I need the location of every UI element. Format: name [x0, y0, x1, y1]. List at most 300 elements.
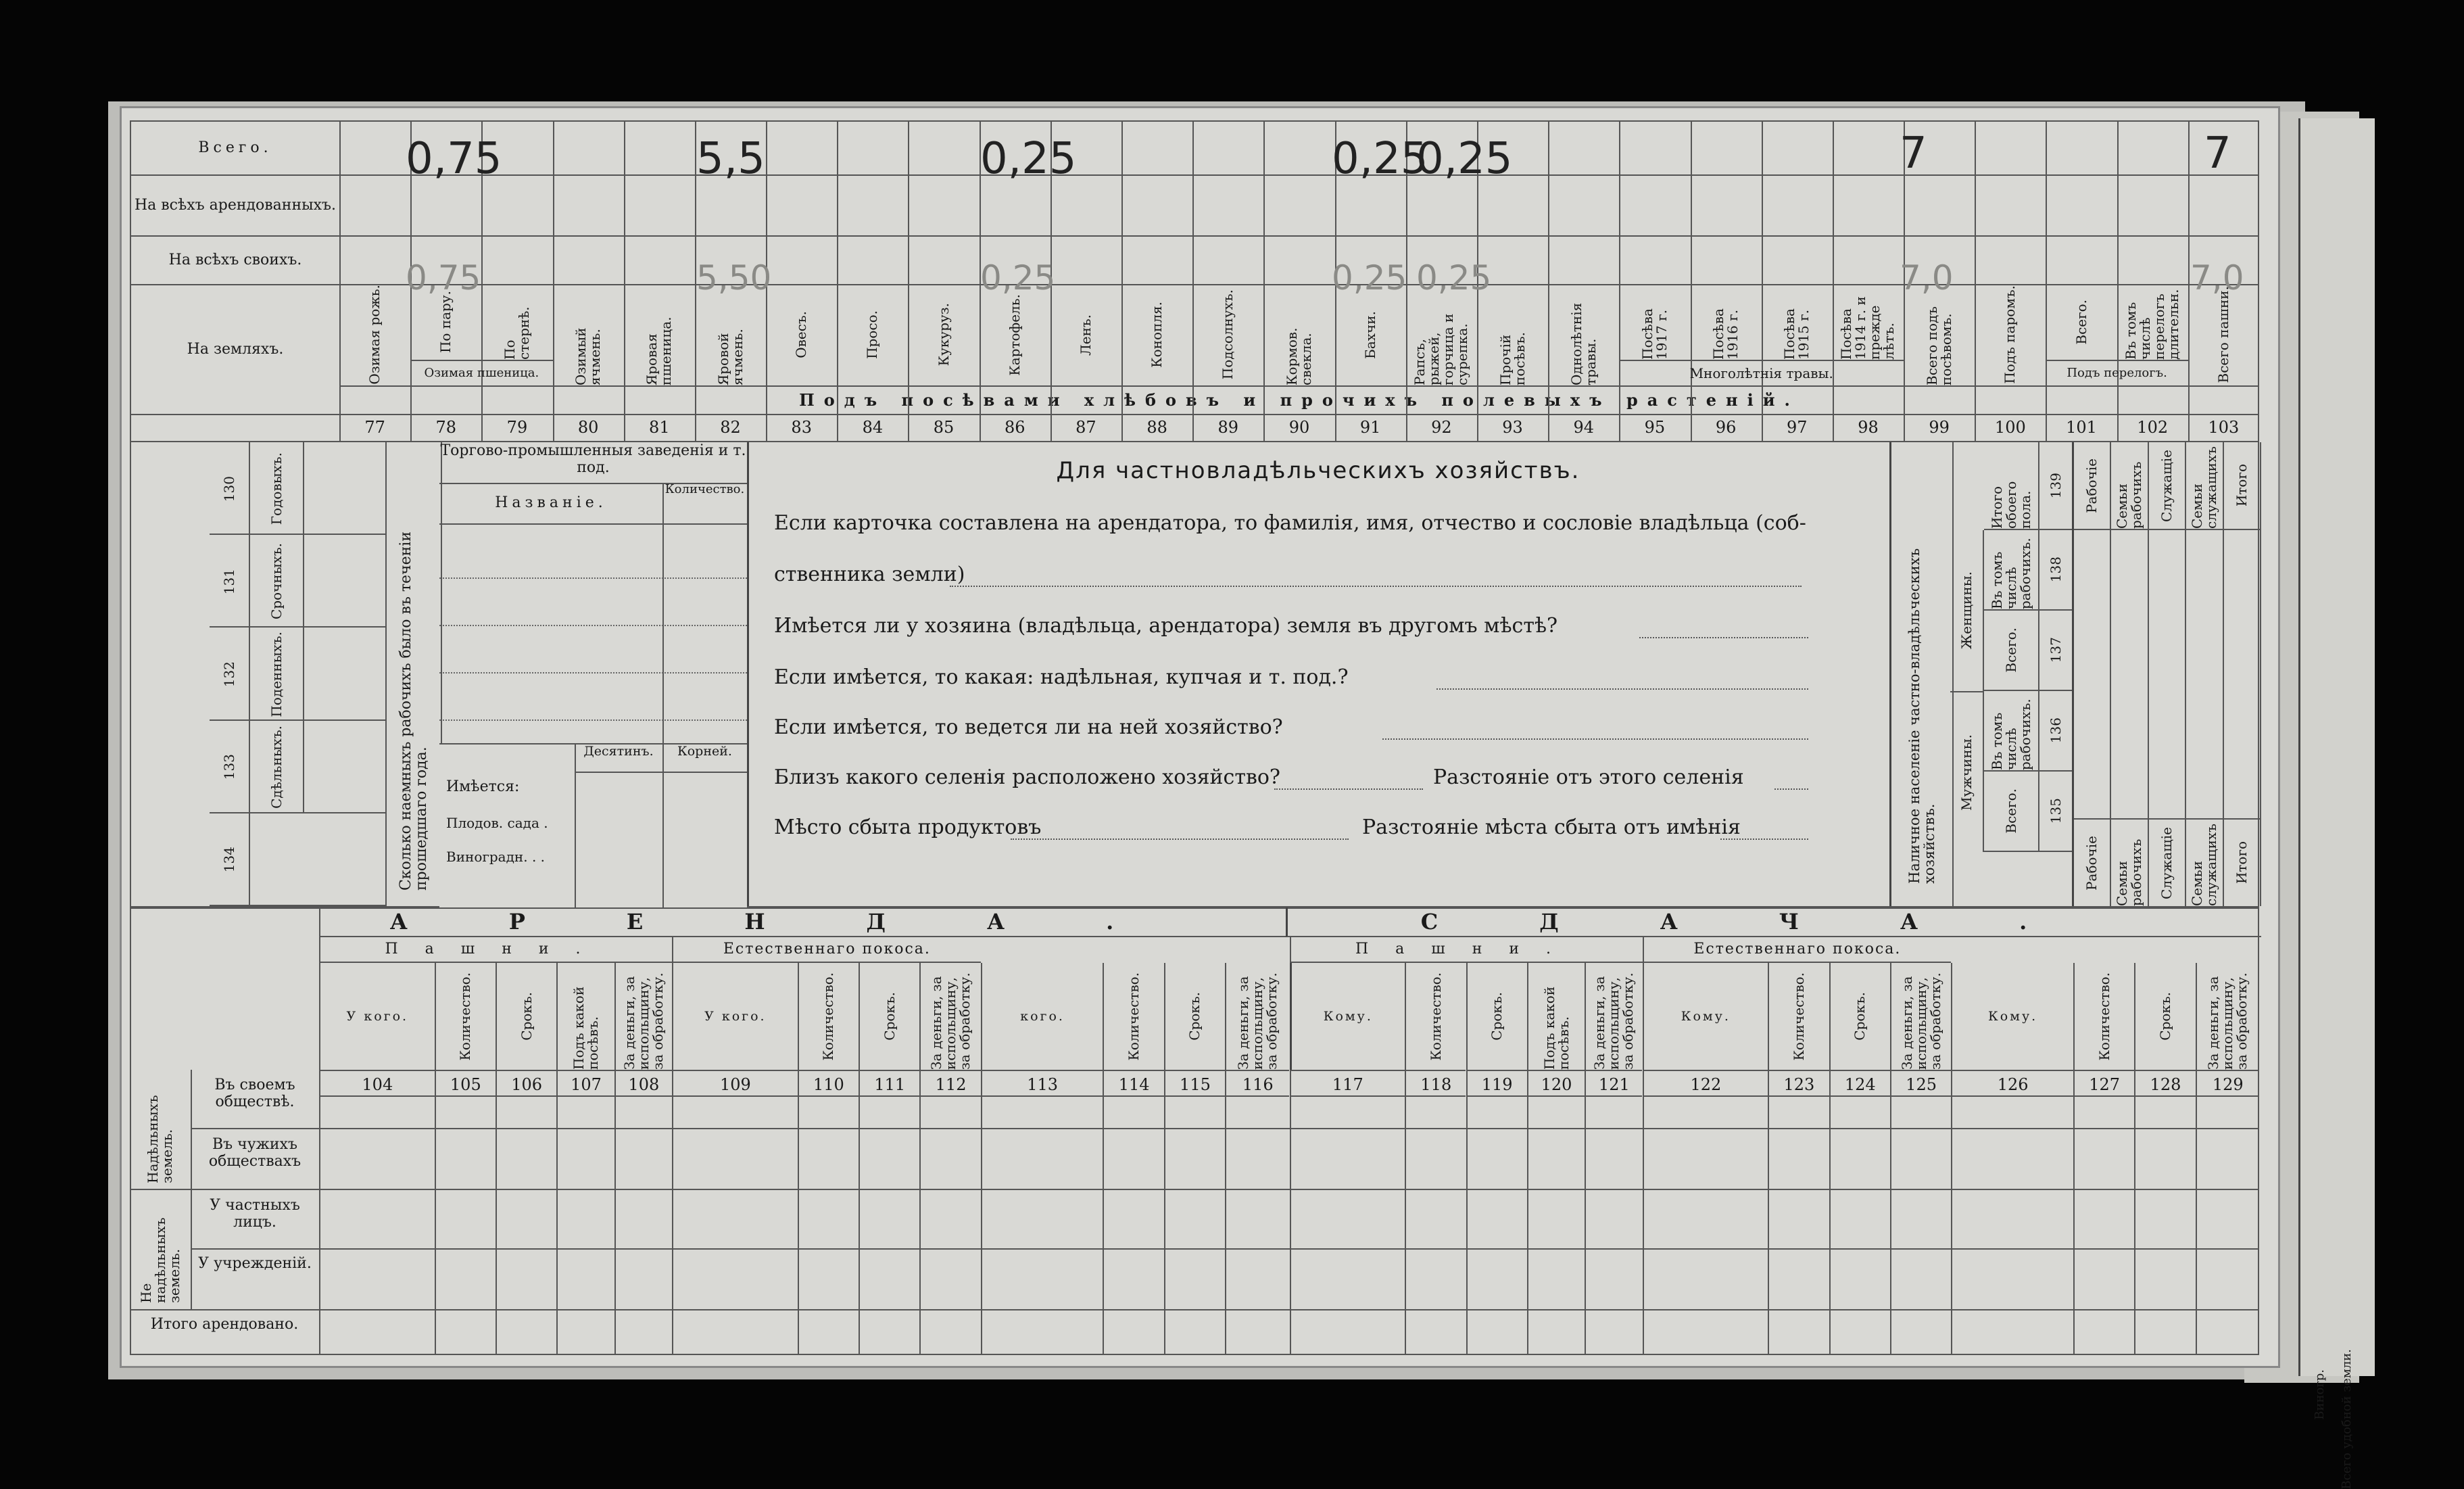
crop-header-26-text: Всего пашни.	[2215, 286, 2231, 383]
crop-header-15-text: Рапсъ, рыжей, горчица и сурепка.	[1411, 313, 1471, 385]
men-total-label-text: Всего.	[2002, 788, 2019, 834]
trade-name-header: Названіе.	[439, 483, 664, 525]
crop-col-line-20	[1762, 120, 1763, 441]
lease-header-116	[1225, 963, 1289, 1070]
popright-top-0	[2074, 442, 2111, 530]
private-line-4: Если имѣется, то какая: надѣльная, купчая и т. под.?	[774, 665, 1349, 689]
popright-top-2	[2149, 442, 2186, 530]
plodov-label: Плодов. сада .	[446, 815, 548, 831]
crop-col-line-7	[837, 120, 838, 441]
crop-col-line-24	[2046, 120, 2047, 441]
lease-header-111	[859, 963, 919, 1070]
crop-header-11	[1121, 284, 1192, 385]
private-line-3: Имѣется ли у хозяина (владѣльца, арендатора) земля въ другомъ мѣстѣ?	[774, 614, 1558, 638]
crop-header-20	[1762, 284, 1833, 360]
arenda-pokos: Естественнаго покоса.	[672, 936, 981, 963]
trade-block	[439, 442, 749, 906]
popright-body-0	[2074, 530, 2111, 818]
sdacha-pokos: Естественнаго покоса.	[1643, 936, 1952, 963]
lease-header-121-text: За деньги, за испольщину, за обработку.	[1591, 972, 1637, 1070]
lease-header-115	[1164, 963, 1225, 1070]
lease-header-118	[1405, 963, 1466, 1070]
hw-svoih-99: 7,0	[1900, 258, 1954, 298]
popright-top-3-text: Семьи служащихъ	[2188, 446, 2219, 529]
crop-col-line-11	[1121, 120, 1123, 441]
popright-top-4	[2224, 442, 2261, 530]
hired-num-132-text: 132	[220, 661, 237, 688]
lease-col-line-9	[981, 1097, 982, 1355]
popright-top-0-text: Рабочіе	[2083, 458, 2100, 513]
ne-nadel-cell	[130, 1189, 192, 1310]
village-field[interactable]	[1274, 775, 1423, 790]
men-label-text: Мужчины.	[1958, 734, 1975, 811]
crop-header-6	[766, 284, 837, 385]
row-divider-4	[130, 1309, 2259, 1310]
hired-num-133	[210, 721, 250, 813]
owner-field[interactable]	[950, 572, 1802, 587]
col-num-86: 86	[1004, 418, 1025, 437]
lease-header-110	[798, 963, 859, 1070]
col-num-80: 80	[577, 418, 599, 437]
lease-col-line-2	[496, 1097, 497, 1355]
garden-block	[439, 743, 747, 907]
popright-body-2	[2149, 530, 2186, 818]
lease-num-121: 121	[1585, 1070, 1642, 1097]
sdacha-title: СДАЧА.	[1286, 907, 2261, 937]
lease-num-115: 115	[1164, 1070, 1225, 1097]
crop-header-16	[1477, 284, 1548, 385]
other-land-field[interactable]	[1639, 623, 1808, 638]
crop-header-5	[695, 284, 766, 385]
women-label-text: Женщины.	[1958, 571, 1975, 650]
row-chastnyh: У частныхъ лицъ.	[210, 1197, 300, 1231]
lease-col-line-8	[919, 1097, 921, 1355]
popright-body-3	[2186, 530, 2223, 818]
row-divider-2	[130, 1189, 2259, 1190]
crop-header-13-text: Кормов. свекла.	[1283, 327, 1314, 385]
row-arend-label: На всѣхъ арендованныхъ.	[130, 175, 340, 236]
lease-header-118-text: Количество.	[1427, 972, 1444, 1061]
lease-num-104: 104	[319, 1070, 435, 1097]
lease-col-line-18	[1643, 1097, 1644, 1355]
women-label	[1950, 530, 1984, 691]
col-num-77: 77	[364, 418, 385, 437]
lease-header-113: кого.	[981, 963, 1103, 1070]
row-itogo: Итого арендовано.	[150, 1316, 299, 1333]
lease-num-112: 112	[919, 1070, 980, 1097]
trade-dotline-1	[439, 577, 747, 579]
lease-col-line-13	[1290, 1097, 1291, 1355]
lease-header-114	[1103, 963, 1163, 1070]
private-line-7: Мѣсто сбыта продуктовъ	[774, 816, 1042, 839]
hired-label-130	[250, 442, 304, 535]
women-of-which-label-text: Въ томъ числѣ рабочихъ.	[1988, 538, 2033, 609]
hired-num-130	[210, 442, 250, 535]
col-num-84: 84	[862, 418, 884, 437]
hired-num-134	[210, 813, 250, 906]
pop-num-139-text: 139	[2047, 472, 2064, 499]
lease-num-123: 123	[1768, 1070, 1829, 1097]
lease-corner	[130, 907, 320, 1070]
crop-header-21-text: Посѣва 1914 г. и прежде лѣтъ.	[1838, 296, 1898, 360]
row-chuzhih: Въ чужихъ обществахъ	[208, 1136, 301, 1171]
popright-bottom-4-text: Итого	[2233, 841, 2250, 884]
popright-bottom-4	[2224, 818, 2261, 906]
market-field[interactable]	[1011, 825, 1349, 840]
men-total-num-text: 135	[2047, 798, 2064, 824]
popright-bottom-0	[2074, 818, 2111, 906]
lease-num-108: 108	[614, 1070, 672, 1097]
lease-col-line-5	[672, 1097, 673, 1355]
crop-header-9	[980, 284, 1050, 385]
women-total-num	[2038, 611, 2072, 691]
crop-header-10-text: Ленъ.	[1077, 314, 1094, 356]
lease-header-124	[1829, 963, 1890, 1070]
farming-field[interactable]	[1382, 725, 1808, 740]
col-num-98: 98	[1858, 418, 1879, 437]
lease-header-119-text: Срокъ.	[1489, 992, 1505, 1041]
col-num-101: 101	[2066, 418, 2097, 437]
lease-num-125: 125	[1890, 1070, 1951, 1097]
lease-num-105: 105	[435, 1070, 496, 1097]
crop-header-14	[1335, 284, 1406, 385]
lease-header-117: Кому.	[1290, 963, 1405, 1070]
popright-top-1-text: Семьи рабочихъ	[2114, 461, 2145, 529]
lease-header-120	[1527, 963, 1585, 1070]
village-distance-field[interactable]	[1774, 775, 1808, 790]
crop-header-14-text: Бахчи.	[1361, 310, 1378, 359]
hired-label-131	[250, 535, 304, 628]
hired-num-134-text: 134	[220, 847, 237, 873]
hw-svoih-91: 0,25	[1332, 258, 1407, 298]
arenda-title: АРЕНДА.	[319, 907, 1286, 937]
trade-title: Торгово-промышленныя заведенія и т. под.	[439, 442, 747, 484]
crop-header-20-text: Посѣва 1915 г.	[1781, 308, 1812, 360]
lease-header-116-text: За деньги, за испольщину, за обработку.	[1235, 972, 1280, 1070]
crop-header-13	[1263, 284, 1334, 385]
col-num-99: 99	[1929, 418, 1950, 437]
trade-dotline-4	[439, 719, 747, 721]
col-num-85: 85	[933, 418, 955, 437]
population-title-cell	[1889, 442, 1954, 906]
crop-header-16-text: Прочій посѣвъ.	[1497, 332, 1528, 385]
col-num-96: 96	[1715, 418, 1737, 437]
popright-bottom-1	[2111, 818, 2148, 906]
crop-header-0	[339, 284, 410, 385]
lease-col-line-12	[1225, 1097, 1226, 1355]
sdacha-pashni: Пашни.	[1290, 936, 1643, 963]
crop-header-12	[1192, 284, 1263, 385]
crop-header-11-text: Конопля.	[1149, 302, 1165, 368]
crop-header-25-text: Въ томъ числѣ перелогъ длительн.	[2123, 289, 2182, 360]
men-total-label	[1984, 772, 2038, 852]
lease-num-107: 107	[556, 1070, 614, 1097]
lease-num-109: 109	[672, 1070, 798, 1097]
hw-vsego-103: 7	[2204, 128, 2231, 179]
hired-label-133-text: Сдѣльныхъ.	[268, 725, 285, 809]
lease-num-124: 124	[1829, 1070, 1890, 1097]
crop-header-19-text: Посѣва 1916 г.	[1710, 308, 1741, 360]
census-card	[122, 108, 2278, 1366]
lease-col-line-4	[614, 1097, 616, 1355]
lease-header-120-text: Подъ какой посѣвъ.	[1541, 986, 1572, 1070]
crop-header-4-text: Яровая пшеница.	[644, 316, 675, 385]
men-of-which-num-text: 136	[2047, 717, 2064, 744]
men-of-which-label	[1984, 691, 2038, 772]
band-label: Подъ посѣвами хлѣбовъ и прочихъ полевыхъ растеній.	[340, 386, 2258, 415]
crop-col-line-13	[1263, 120, 1265, 441]
lease-header-123	[1768, 963, 1829, 1070]
women-total-label	[1984, 611, 2038, 691]
lease-num-122: 122	[1643, 1070, 1768, 1097]
underlying-page-strip	[2298, 118, 2375, 1489]
lease-col-line-17	[1585, 1097, 1586, 1355]
hired-rotated-cell	[385, 442, 442, 906]
arenda-pashni: Пашни.	[319, 936, 672, 963]
edge-sad: Всего удобной земли.	[2340, 1349, 2354, 1489]
col-num-81: 81	[649, 418, 670, 437]
crop-header-24	[2046, 284, 2117, 360]
lease-col-line-19	[1768, 1097, 1769, 1355]
lease-col-line-14	[1405, 1097, 1406, 1355]
col-num-79: 79	[506, 418, 528, 437]
men-of-which-label-text: Въ томъ числѣ рабочихъ.	[1988, 699, 2033, 770]
hired-rotated-label: Сколько наемныхъ рабочихъ было въ теченіи прошедшаго года.	[397, 531, 430, 891]
trade-dotline-2	[439, 625, 747, 626]
lease-num-117: 117	[1290, 1070, 1405, 1097]
popright-top-1	[2111, 442, 2148, 530]
crop-header-2	[481, 284, 552, 360]
crop-header-18	[1619, 284, 1690, 360]
lease-header-129	[2196, 963, 2259, 1070]
lease-num-113: 113	[981, 1070, 1103, 1097]
crop-header-7	[837, 284, 908, 385]
crop-header-7-text: Просо.	[864, 310, 881, 359]
col-num-103: 103	[2208, 418, 2240, 437]
col-num-88: 88	[1146, 418, 1167, 437]
lease-col-line-7	[859, 1097, 860, 1355]
crop-col-line-23	[1975, 120, 1976, 441]
hw-svoih-92: 0,25	[1416, 258, 1492, 298]
row-divider-1	[191, 1128, 2259, 1129]
row-vsego-label: Всего.	[130, 121, 340, 175]
crop-col-line-18	[1619, 120, 1620, 441]
men-total-num	[2038, 772, 2072, 852]
population-title: Наличное населеніе частно-владѣльческихъ хозяйствъ.	[1906, 548, 1937, 884]
lease-header-128-text: Срокъ.	[2156, 992, 2173, 1041]
row-svoih-label: На всѣхъ своихъ.	[130, 236, 340, 285]
crop-header-17	[1548, 284, 1619, 385]
private-line-1: Если карточка составлена на арендатора, то фамилія, имя, отчество и сословіе владѣльца (соб-	[774, 511, 1806, 535]
crop-header-2-text: По стернѣ.	[501, 306, 532, 360]
ne-nadel-label: Не надѣльныхъ земель.	[137, 1217, 183, 1303]
row-num-blank	[130, 415, 340, 442]
lease-col-line-24	[2134, 1097, 2135, 1355]
private-line-7b: Разстояніе мѣста сбыта отъ имѣнія	[1362, 816, 1741, 839]
crop-header-24-text: Всего.	[2073, 299, 2089, 345]
popright-bottom-2-text: Служащіе	[2158, 826, 2175, 899]
lease-num-128: 128	[2134, 1070, 2195, 1097]
crop-col-line-19	[1691, 120, 1692, 441]
popright-bottom-2	[2149, 818, 2186, 906]
crop-header-21	[1833, 284, 1904, 360]
lease-header-114-text: Количество.	[1126, 972, 1142, 1061]
women-of-which-label	[1984, 530, 2038, 611]
lease-header-105-text: Количество.	[457, 972, 474, 1061]
trade-qty-header: Количество.	[662, 483, 747, 525]
col-num-83: 83	[791, 418, 812, 437]
private-farms-block	[747, 442, 1889, 906]
popright-bottom-3	[2186, 818, 2223, 906]
popright-bottom-0-text: Рабочіе	[2083, 835, 2100, 891]
col-num-91: 91	[1359, 418, 1381, 437]
crop-header-25	[2117, 284, 2188, 360]
total-both-label	[1984, 442, 2038, 530]
vinograd-label: Виноградн. . .	[446, 849, 546, 865]
hired-label-130-text: Годовыхъ.	[268, 452, 285, 525]
mnogolet-label: Многолѣтнія травы.	[1619, 360, 1904, 385]
crop-header-9-text: Картофель.	[1006, 293, 1023, 376]
women-total-label-text: Всего.	[2002, 628, 2019, 673]
crop-header-17-text: Однолѣтнія травы.	[1568, 302, 1599, 385]
private-line-6: Близъ какого селенія расположено хозяйство?	[774, 765, 1280, 789]
hw-vsego-91: 0,25	[1332, 134, 1428, 184]
crop-header-26	[2188, 284, 2259, 385]
col-num-87: 87	[1076, 418, 1096, 437]
lease-col-line-10	[1103, 1097, 1104, 1355]
lease-num-116: 116	[1225, 1070, 1289, 1097]
crop-columns	[339, 120, 2259, 441]
col-num-94: 94	[1573, 418, 1594, 437]
col-num-93: 93	[1502, 418, 1523, 437]
col-num-95: 95	[1644, 418, 1666, 437]
lease-header-108-text: За деньги, за испольщину, за обработку.	[621, 972, 666, 1070]
lease-header-128	[2134, 963, 2195, 1070]
women-of-which-num	[2038, 530, 2072, 611]
lease-num-120: 120	[1527, 1070, 1585, 1097]
lease-num-111: 111	[859, 1070, 919, 1097]
private-line-2: ственника земли)	[774, 563, 965, 586]
lease-header-119	[1466, 963, 1527, 1070]
lease-col-line-3	[556, 1097, 558, 1355]
hired-num-130-text: 130	[220, 475, 237, 502]
popright-top-2-text: Служащіе	[2158, 449, 2175, 522]
hw-svoih-82: 5,50	[696, 258, 772, 298]
lease-header-124-text: Срокъ.	[1852, 992, 1868, 1041]
nadel-cell	[130, 1070, 192, 1190]
crop-header-8-text: Кукуруз.	[935, 303, 952, 367]
lease-col-line-1	[435, 1097, 436, 1355]
hired-num-133-text: 133	[220, 754, 237, 780]
lease-num-119: 119	[1466, 1070, 1527, 1097]
crop-header-8	[908, 284, 979, 385]
lease-col-line-21	[1890, 1097, 1891, 1355]
col-num-92: 92	[1431, 418, 1452, 437]
lease-header-106	[496, 963, 556, 1070]
crop-header-15	[1406, 284, 1477, 385]
row-divider-3	[191, 1248, 2259, 1250]
lease-header-115-text: Срокъ.	[1186, 992, 1203, 1041]
crop-header-22-text: Всего подъ посѣвомъ.	[1923, 306, 1954, 385]
private-line-5: Если имѣется, то ведется ли на ней хозяйство?	[774, 715, 1283, 739]
desyatin-header: Десятинъ.	[575, 744, 662, 773]
lease-col-line-25	[2196, 1097, 2197, 1355]
private-line-6b: Разстояніе отъ этого селенія	[1433, 765, 1744, 789]
lease-col-line-16	[1527, 1097, 1528, 1355]
lease-col-line-15	[1466, 1097, 1468, 1355]
hired-workers-block	[210, 442, 385, 906]
crop-header-4	[624, 284, 695, 385]
lease-header-125	[1890, 963, 1951, 1070]
lease-col-line-23	[2073, 1097, 2075, 1355]
lease-header-129-text: За деньги, за испольщину, за обработку.	[2205, 972, 2250, 1070]
population-right-cols	[2072, 442, 2261, 906]
hw-vsego-92: 0,25	[1416, 134, 1513, 184]
hw-vsego-77: 0,75	[406, 134, 502, 184]
lease-num-110: 110	[798, 1070, 859, 1097]
row-zemlyah-label: На земляхъ.	[130, 285, 340, 415]
crop-header-6-text: Овесъ.	[793, 311, 810, 358]
men-of-which-num	[2038, 691, 2072, 772]
num-row-top	[339, 414, 2259, 415]
hw-vsego-99: 7	[1900, 128, 1927, 179]
hired-num-131-text: 131	[220, 568, 237, 594]
hired-label-131-text: Срочныхъ.	[268, 543, 285, 620]
land-type-field[interactable]	[1436, 675, 1808, 690]
population-grid	[1950, 442, 2072, 906]
hw-vsego-82: 5,5	[696, 134, 765, 184]
lease-header-108	[614, 963, 672, 1070]
pop-num-139	[2038, 442, 2072, 530]
market-distance-field[interactable]	[1720, 825, 1808, 840]
lease-header-123-text: Количество.	[1790, 972, 1807, 1061]
crop-col-line-12	[1192, 120, 1194, 441]
edge-vinogr: Виногр.	[2313, 1369, 2327, 1420]
col-num-89: 89	[1217, 418, 1239, 437]
crop-header-23	[1975, 284, 2046, 385]
popright-bottom-1-text: Семьи рабочихъ	[2114, 838, 2145, 906]
popright-bottom-3-text: Семьи служащихъ	[2188, 824, 2219, 906]
lease-num-106: 106	[496, 1070, 556, 1097]
lease-col-line-6	[798, 1097, 799, 1355]
hired-num-131	[210, 535, 250, 628]
men-label	[1950, 691, 1984, 852]
lease-header-127	[2073, 963, 2134, 1070]
lease-header-126: Кому.	[1951, 963, 2073, 1070]
crop-header-3-text: Озимый ячмень.	[573, 327, 604, 385]
crop-header-5-text: Яровой ячмень.	[715, 329, 746, 385]
lease-header-122: Кому.	[1643, 963, 1768, 1070]
hw-svoih-86: 0,25	[980, 258, 1056, 298]
hired-label-132	[250, 628, 304, 720]
hw-svoih-77: 0,75	[406, 258, 481, 298]
crop-header-18-text: Посѣва 1917 г.	[1639, 308, 1670, 360]
imeetsya-label: Имѣется:	[446, 778, 520, 795]
lease-header-112-text: За деньги, за испольщину, за обработку.	[928, 972, 973, 1070]
crop-col-line-4	[624, 120, 625, 441]
lease-num-114: 114	[1103, 1070, 1163, 1097]
korney-header: Корней.	[662, 744, 747, 773]
row-uchrezh: У учрежденій.	[198, 1255, 312, 1272]
lease-col-line-22	[1951, 1097, 1952, 1355]
lease-num-126: 126	[1951, 1070, 2073, 1097]
col-num-90: 90	[1288, 418, 1310, 437]
lease-header-109: У кого.	[672, 963, 798, 1070]
col-num-102: 102	[2137, 418, 2169, 437]
crop-col-line-21	[1833, 120, 1834, 441]
row-svoem: Въ своемъ обществѣ.	[214, 1077, 295, 1111]
crop-header-12-text: Подсолнухъ.	[1219, 289, 1236, 380]
